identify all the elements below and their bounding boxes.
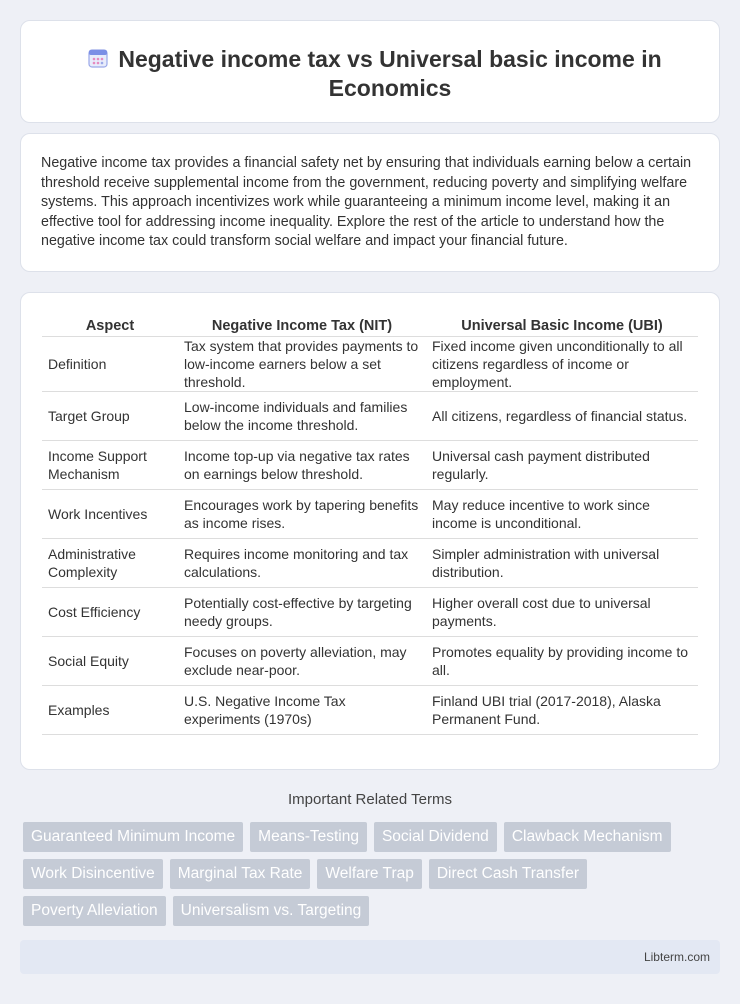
table-header-row bbox=[42, 315, 698, 337]
related-terms-list bbox=[23, 822, 703, 933]
cell-ubi: Finland UBI trial (2017-2018), Alaska Permanent Fund. bbox=[426, 686, 698, 735]
table-row bbox=[42, 490, 698, 539]
cell-nit: Tax system that provides payments to low-income earners below a set threshold. bbox=[178, 337, 426, 392]
intro-paragraph: Negative income tax provides a financial safety net by ensuring that individuals earning below a certain threshold receive supplemental income from the government, reducing poverty and simplifying welfare systems. This approach incentivizes work while guaranteeing a minimum income level, making it an effective tool for addressing income inequality. Explore the rest of the article to understand how the negative income tax could transform social welfare and impact your financial future. bbox=[41, 155, 692, 249]
table-row bbox=[42, 392, 698, 441]
cell-ubi: Simpler administration with universal distribution. bbox=[426, 539, 698, 588]
cell-aspect: Target Group bbox=[42, 392, 178, 441]
tag-social-dividend[interactable]: Social Dividend bbox=[374, 822, 497, 852]
tag-guaranteed-minimum-income[interactable]: Guaranteed Minimum Income bbox=[23, 822, 243, 852]
related-terms-title: Important Related Terms bbox=[288, 791, 452, 808]
cell-aspect: Social Equity bbox=[42, 637, 178, 686]
title-card bbox=[20, 20, 720, 123]
tag-welfare-trap[interactable]: Welfare Trap bbox=[317, 859, 421, 889]
comparison-table-card bbox=[20, 292, 720, 770]
tag-poverty-alleviation[interactable]: Poverty Alleviation bbox=[23, 896, 166, 926]
cell-nit: Focuses on poverty alleviation, may exclude near-poor. bbox=[178, 637, 426, 686]
cell-aspect: Definition bbox=[42, 337, 178, 392]
cell-aspect: Administrative Complexity bbox=[42, 539, 178, 588]
cell-ubi: Fixed income given unconditionally to all citizens regardless of income or employment. bbox=[426, 337, 698, 392]
table-row bbox=[42, 686, 698, 735]
tag-direct-cash-transfer[interactable]: Direct Cash Transfer bbox=[429, 859, 587, 889]
cell-nit: Potentially cost-effective by targeting needy groups. bbox=[178, 588, 426, 637]
tag-universalism-vs-targeting[interactable]: Universalism vs. Targeting bbox=[173, 896, 370, 926]
cell-nit: Low-income individuals and families below the income threshold. bbox=[178, 392, 426, 441]
cell-aspect: Examples bbox=[42, 686, 178, 735]
table-row bbox=[42, 337, 698, 392]
cell-ubi: May reduce incentive to work since income is unconditional. bbox=[426, 490, 698, 539]
tag-marginal-tax-rate[interactable]: Marginal Tax Rate bbox=[170, 859, 311, 889]
cell-ubi: Higher overall cost due to universal payments. bbox=[426, 588, 698, 637]
cell-aspect: Income Support Mechanism bbox=[42, 441, 178, 490]
tag-work-disincentive[interactable]: Work Disincentive bbox=[23, 859, 163, 889]
page-title: Negative income tax vs Universal basic income in Economics bbox=[118, 46, 662, 101]
cell-aspect: Work Incentives bbox=[42, 490, 178, 539]
header-aspect: Aspect bbox=[42, 315, 178, 337]
cell-ubi: All citizens, regardless of financial status. bbox=[426, 392, 698, 441]
footer bbox=[20, 940, 720, 974]
table-row bbox=[42, 539, 698, 588]
table-row bbox=[42, 441, 698, 490]
comparison-table bbox=[42, 315, 698, 735]
tag-clawback-mechanism[interactable]: Clawback Mechanism bbox=[504, 822, 671, 852]
cell-aspect: Cost Efficiency bbox=[42, 588, 178, 637]
cell-nit: Income top-up via negative tax rates on earnings below threshold. bbox=[178, 441, 426, 490]
header-ubi: Universal Basic Income (UBI) bbox=[426, 315, 698, 337]
tag-means-testing[interactable]: Means-Testing bbox=[250, 822, 367, 852]
table-row bbox=[42, 588, 698, 637]
cell-nit: U.S. Negative Income Tax experiments (1970s) bbox=[178, 686, 426, 735]
cell-nit: Encourages work by tapering benefits as income rises. bbox=[178, 490, 426, 539]
cell-ubi: Universal cash payment distributed regularly. bbox=[426, 441, 698, 490]
footer-site-link[interactable]: Libterm.com bbox=[643, 950, 710, 964]
header-nit: Negative Income Tax (NIT) bbox=[178, 315, 426, 337]
table-row bbox=[42, 637, 698, 686]
cell-nit: Requires income monitoring and tax calculations. bbox=[178, 539, 426, 588]
intro-card bbox=[20, 133, 720, 272]
cell-ubi: Promotes equality by providing income to all. bbox=[426, 637, 698, 686]
